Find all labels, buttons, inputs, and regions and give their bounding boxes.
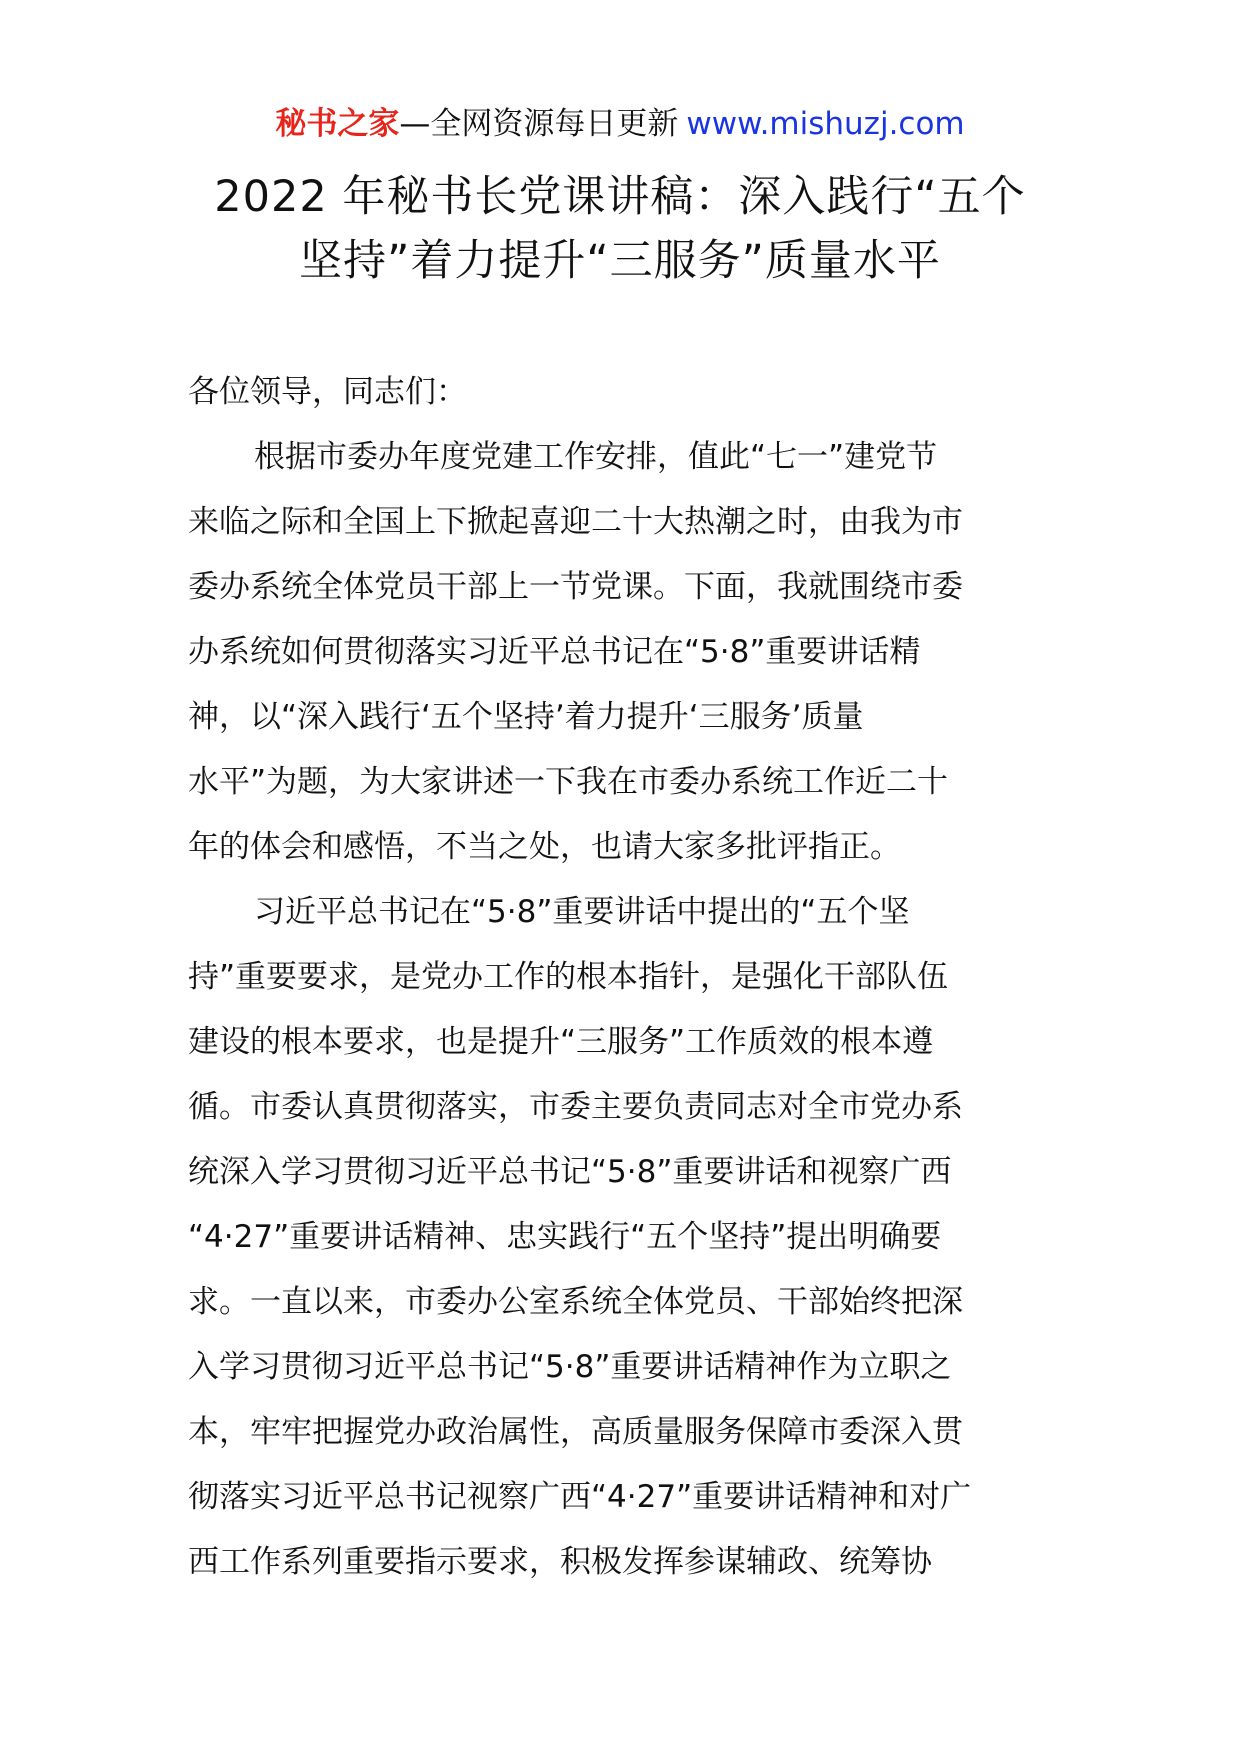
paragraph-line: 统深入学习贯彻习近平总书记“5·8”重要讲话和视察广西 [188, 1154, 952, 1190]
salutation: 各位领导，同志们： [188, 374, 467, 410]
paragraph-line: 求。一直以来，市委办公室系统全体党员、干部始终把深 [188, 1284, 963, 1320]
paragraph-line: 根据市委办年度党建工作安排，值此“七一”建党节 [254, 439, 938, 475]
site-name: 秘书之家 [275, 106, 400, 142]
site-tagline: —全网资源每日更新 [399, 106, 679, 142]
paragraph-line: 本，牢牢把握党办政治属性，高质量服务保障市委深入贯 [188, 1414, 963, 1450]
site-url-link[interactable]: www.mishuzj.com [686, 106, 965, 142]
paragraph-2 [188, 880, 1068, 1595]
paragraph-1 [188, 425, 1068, 880]
paragraph-line: 办系统如何贯彻落实习近平总书记在“5·8”重要讲话精 [188, 634, 921, 670]
document-title [120, 165, 1120, 293]
document-body [188, 360, 1068, 1595]
paragraph-line: 入学习贯彻习近平总书记“5·8”重要讲话精神作为立职之 [188, 1349, 952, 1385]
title-line: 2022 年秘书长党课讲稿：深入践行“五个 [214, 172, 1026, 222]
paragraph-line: 西工作系列重要指示要求，积极发挥参谋辅政、统筹协 [188, 1544, 932, 1580]
paragraph-line: 委办系统全体党员干部上一节党课。下面，我就围绕市委 [188, 569, 963, 605]
paragraph-line: 持”重要要求，是党办工作的根本指针，是强化干部队伍 [188, 959, 949, 995]
paragraph-line: 循。市委认真贯彻落实，市委主要负责同志对全市党办系 [188, 1089, 963, 1125]
paragraph-line: 习近平总书记在“5·8”重要讲话中提出的“五个坚 [254, 894, 910, 930]
paragraph-line: 彻落实习近平总书记视察广西“4·27”重要讲话精神和对广 [188, 1479, 972, 1515]
paragraph-line: 来临之际和全国上下掀起喜迎二十大热潮之时，由我为市 [188, 504, 963, 540]
page-header [0, 104, 1240, 144]
paragraph-line: 神，以“深入践行‘五个坚持’着力提升‘三服务’质量 [188, 699, 864, 735]
paragraph-line: 建设的根本要求，也是提升“三服务”工作质效的根本遵 [188, 1024, 934, 1060]
paragraph-line: “4·27”重要讲话精神、忠实践行“五个坚持”提出明确要 [188, 1219, 942, 1255]
paragraph-line: 年的体会和感悟，不当之处，也请大家多批评指正。 [188, 829, 901, 865]
paragraph-line: 水平”为题，为大家讲述一下我在市委办系统工作近二十 [188, 764, 949, 800]
title-line: 坚持”着力提升“三服务”质量水平 [299, 236, 941, 286]
